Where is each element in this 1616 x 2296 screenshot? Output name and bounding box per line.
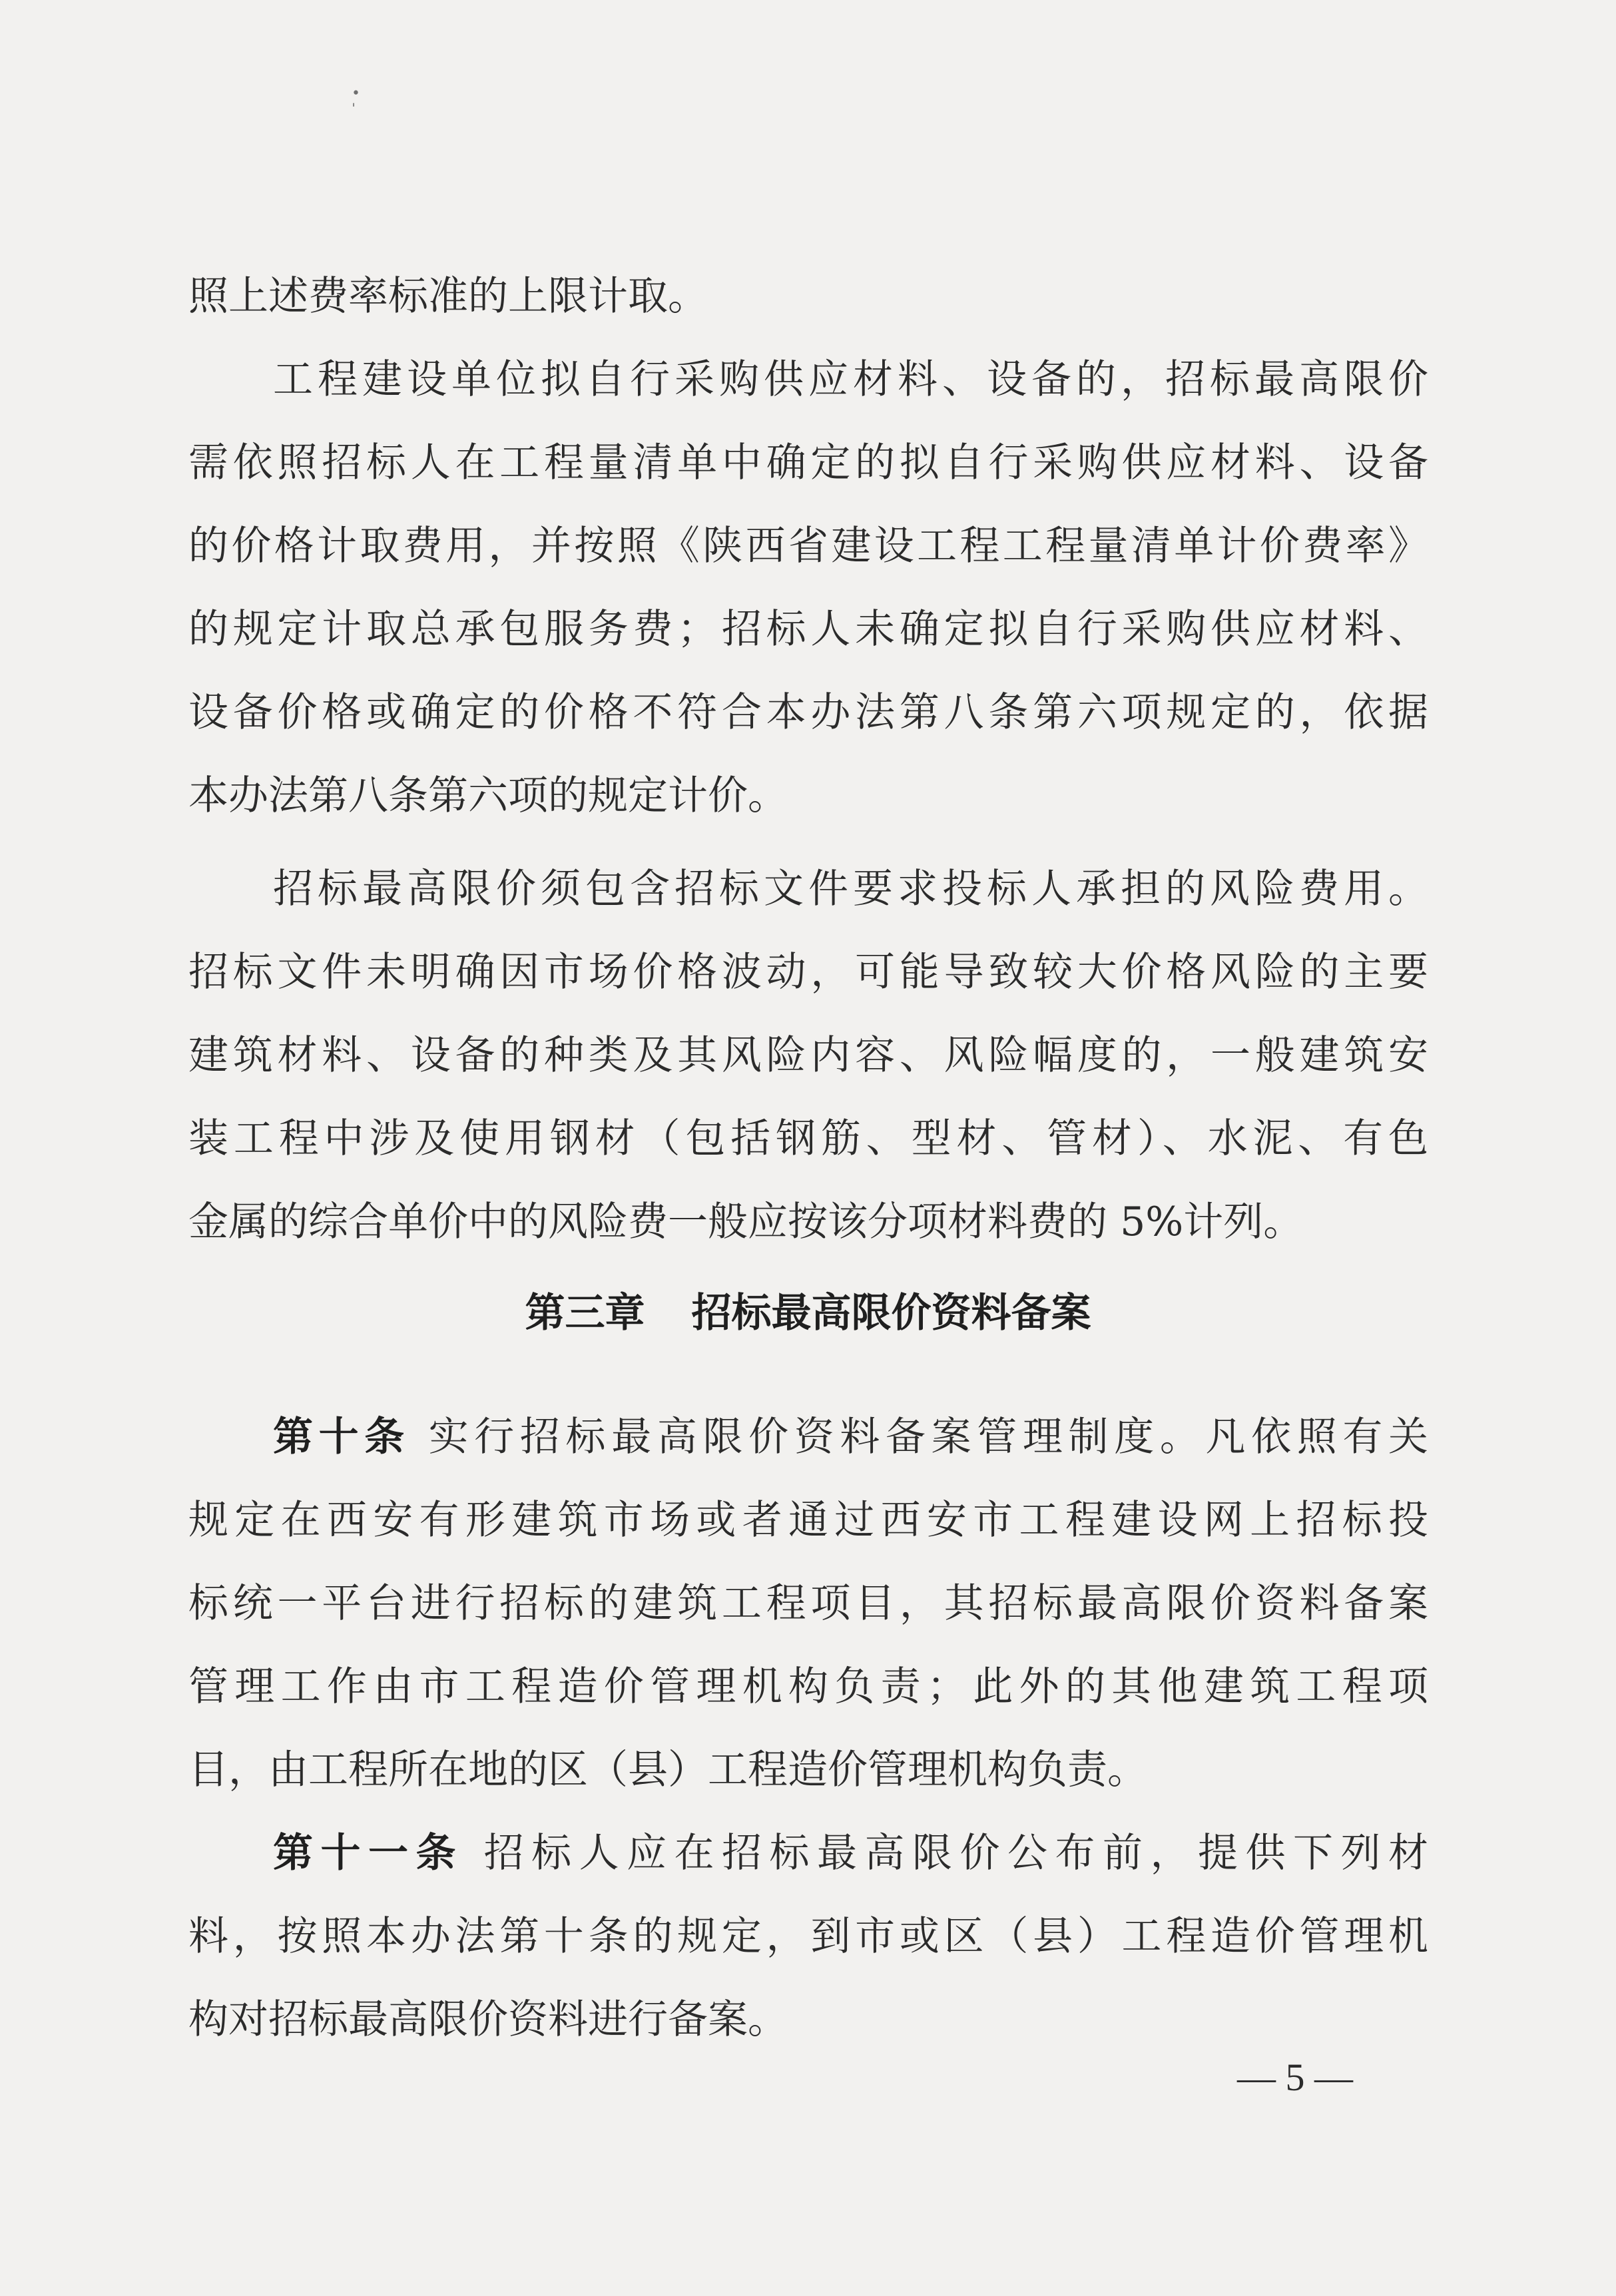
article-10-first-line xyxy=(273,1410,1428,1464)
text-line: 的价格计取费用，并按照《陕西省建设工程工程量清单计价费率》 xyxy=(188,523,1428,569)
text-line: 工程建设单位拟自行采购供应材料、设备的，招标最高限价 xyxy=(273,356,1428,403)
chapter-heading xyxy=(0,1287,1616,1340)
article-10-label: 第十条 xyxy=(273,1414,410,1460)
text-line: 规定在西安有形建筑市场或者通过西安市工程建设网上招标投 xyxy=(188,1497,1428,1544)
text-line: 的规定计取总承包服务费；招标人未确定拟自行采购供应材料、 xyxy=(188,606,1428,653)
text-line: 招标文件未明确因市场价格波动，可能导致较大价格风险的主要 xyxy=(188,949,1428,996)
chapter-number: 第三章 xyxy=(525,1290,645,1336)
text-line: 料，按照本办法第十条的规定，到市或区（县）工程造价管理机 xyxy=(188,1913,1428,1960)
text-line: 标统一平台进行招标的建筑工程项目，其招标最高限价资料备案 xyxy=(188,1580,1428,1627)
text-line: 装工程中涉及使用钢材（包括钢筋、型材、管材）、水泥、有色 xyxy=(188,1115,1428,1162)
text-line: 金属的综合单价中的风险费一般应按该分项材料费的 5%计列。 xyxy=(188,1199,1304,1245)
article-11-text: 招标人应在招标最高限价公布前，提供下列材 xyxy=(483,1830,1429,1876)
text-line: 管理工作由市工程造价管理机构负责；此外的其他建筑工程项 xyxy=(188,1663,1428,1710)
article-11-first-line xyxy=(273,1827,1428,1880)
text-line: 目，由工程所在地的区（县）工程造价管理机构负责。 xyxy=(188,1747,1147,1793)
chapter-title: 招标最高限价资料备案 xyxy=(691,1290,1091,1336)
scan-mark: • ˈ xyxy=(352,85,363,119)
text-line: 设备价格或确定的价格不符合本办法第八条第六项规定的，依据 xyxy=(188,689,1428,736)
text-line: 照上述费率标准的上限计取。 xyxy=(188,273,708,320)
text-line: 本办法第八条第六项的规定计价。 xyxy=(188,772,788,819)
text-line: 需依照招标人在工程量清单中确定的拟自行采购供应材料、设备 xyxy=(188,439,1428,486)
page-number: — 5 — xyxy=(1237,2056,1353,2099)
article-10-text: 实行招标最高限价资料备案管理制度。凡依照有关 xyxy=(428,1414,1429,1460)
article-11-label: 第十一条 xyxy=(273,1830,463,1876)
text-line: 招标最高限价须包含招标文件要求投标人承担的风险费用。 xyxy=(273,866,1428,912)
text-line: 建筑材料、设备的种类及其风险内容、风险幅度的，一般建筑安 xyxy=(188,1032,1428,1079)
text-line: 构对招标最高限价资料进行备案。 xyxy=(188,1996,788,2043)
